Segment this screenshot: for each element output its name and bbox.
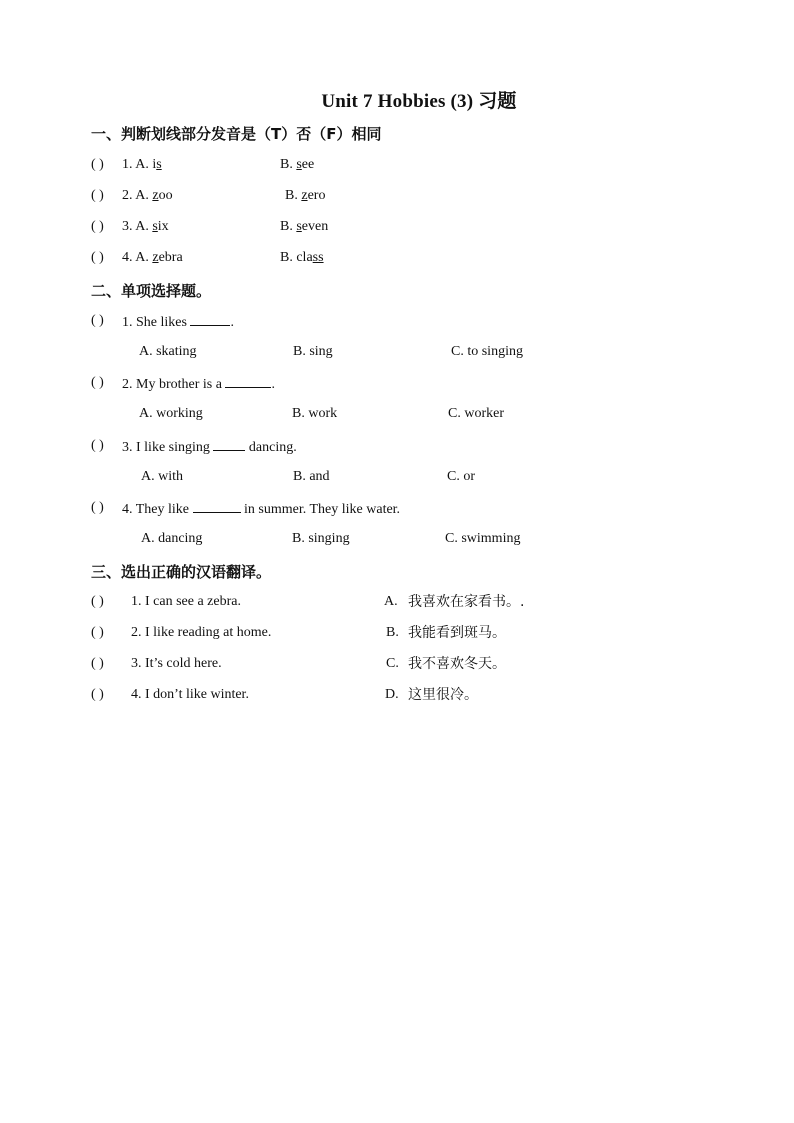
option-letter: A.: [384, 594, 398, 609]
option-letter: B.: [386, 625, 399, 640]
answer-paren[interactable]: ( ): [91, 594, 104, 609]
chinese-translation: 我喜欢在家看书。.: [408, 594, 525, 610]
option-b: B. singing: [292, 531, 350, 546]
option-b: B. class: [280, 250, 324, 265]
option-b: B. sing: [293, 344, 333, 359]
option-a: A. skating: [139, 344, 197, 359]
answer-paren[interactable]: ( ): [91, 219, 104, 234]
section-3-heading: 三、选出正确的汉语翻译。: [91, 563, 272, 581]
option-a: A. working: [139, 406, 203, 421]
question-text: 1. She likes .: [122, 311, 234, 333]
option-letter: D.: [385, 687, 399, 702]
option-b: B. and: [293, 469, 330, 484]
chinese-translation: 我能看到斑马。: [408, 625, 506, 641]
section-1-heading: 一、判断划线部分发音是（T）否（F）相同: [91, 125, 382, 143]
answer-paren[interactable]: ( ): [91, 313, 104, 328]
question-text: 4. They like in summer. They like water.: [122, 498, 400, 520]
option-a: 4. A. zebra: [122, 250, 183, 265]
option-b: B. work: [292, 406, 338, 421]
answer-paren[interactable]: ( ): [91, 625, 104, 640]
section-2-heading: 二、单项选择题。: [91, 282, 212, 300]
option-a: 3. A. six: [122, 219, 169, 234]
chinese-translation: 我不喜欢冬天。: [408, 656, 506, 672]
answer-paren[interactable]: ( ): [91, 157, 104, 172]
option-a: A. dancing: [141, 531, 203, 546]
option-b: B. zero: [285, 188, 326, 203]
option-letter: C.: [386, 656, 399, 671]
option-c: C. to singing: [451, 344, 523, 359]
fill-blank: [190, 311, 230, 326]
question-text: 3. I like singing dancing.: [122, 436, 297, 458]
answer-paren[interactable]: ( ): [91, 375, 104, 390]
english-sentence: 2. I like reading at home.: [131, 625, 272, 640]
option-a: 1. A. is: [122, 157, 162, 172]
answer-paren[interactable]: ( ): [91, 500, 104, 515]
answer-paren[interactable]: ( ): [91, 438, 104, 453]
english-sentence: 3. It’s cold here.: [131, 656, 222, 671]
option-c: C. swimming: [445, 531, 521, 546]
english-sentence: 1. I can see a zebra.: [131, 594, 241, 609]
option-a: A. with: [141, 469, 183, 484]
option-c: C. worker: [448, 406, 504, 421]
fill-blank: [193, 498, 241, 513]
answer-paren[interactable]: ( ): [91, 656, 104, 671]
english-sentence: 4. I don’t like winter.: [131, 687, 249, 702]
chinese-translation: 这里很冷。: [408, 687, 478, 703]
option-b: B. seven: [280, 219, 329, 234]
option-a: 2. A. zoo: [122, 188, 173, 203]
answer-paren[interactable]: ( ): [91, 188, 104, 203]
option-c: C. or: [447, 469, 475, 484]
question-text: 2. My brother is a .: [122, 373, 275, 395]
page-title: Unit 7 Hobbies (3) 习题: [321, 91, 517, 112]
answer-paren[interactable]: ( ): [91, 687, 104, 702]
answer-paren[interactable]: ( ): [91, 250, 104, 265]
option-b: B. see: [280, 157, 315, 172]
fill-blank: [225, 373, 271, 388]
fill-blank: [213, 436, 245, 451]
